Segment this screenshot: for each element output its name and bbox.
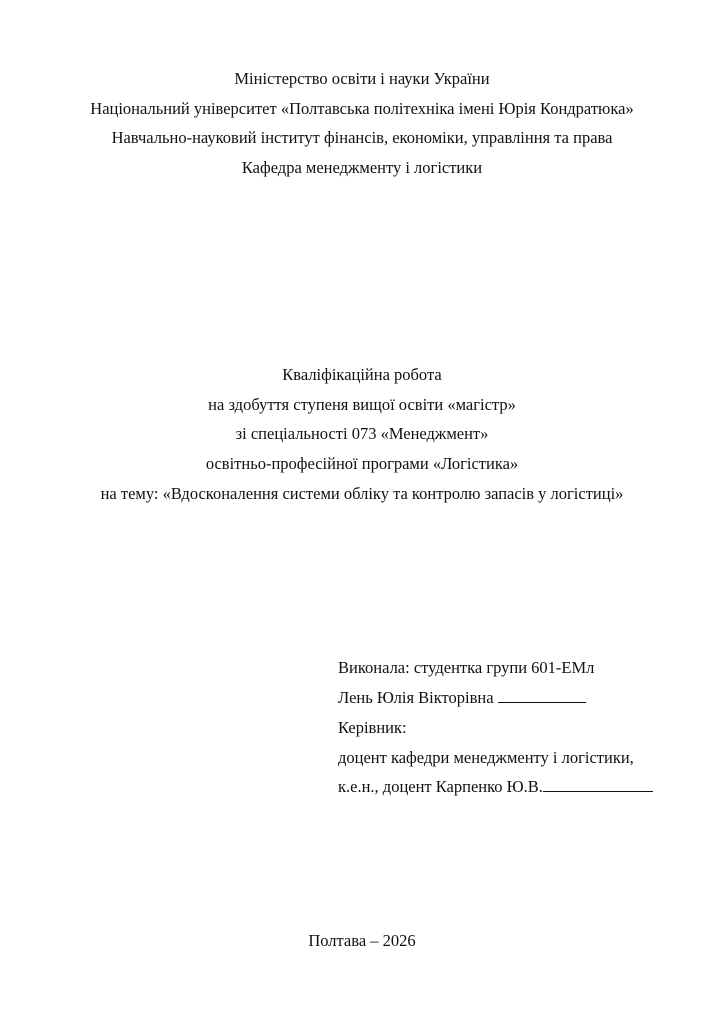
city-year-line: Полтава – 2026 (308, 931, 416, 950)
supervisor-name-line (338, 777, 653, 797)
supervisor-label-line: Керівник: (338, 718, 407, 737)
performed-by-line: Виконала: студентка групи 601-ЕМл (338, 658, 595, 677)
student-signature-blank (498, 688, 586, 703)
department-line: Кафедра менеджменту і логістики (241, 158, 483, 177)
program-line: освітньо-професійної програми «Логістика» (205, 454, 519, 473)
degree-line: на здобуття ступеня вищої освіти «магістр» (208, 395, 516, 414)
student-name: Лень Юлія Вікторівна (338, 688, 498, 707)
topic-line: на тему: «Вдосконалення системи обліку та контролю запасів у логістиці» (100, 484, 624, 503)
supervisor-name: к.е.н., доцент Карпенко Ю.В. (338, 777, 543, 796)
specialty-line: зі спеціальності 073 «Менеджмент» (235, 424, 489, 443)
student-name-line (338, 688, 586, 708)
institute-line: Навчально-науковий інститут фінансів, економіки, управління та права (111, 128, 613, 147)
supervisor-signature-blank (543, 777, 653, 792)
work-type-line: Кваліфікаційна робота (282, 365, 442, 384)
university-line: Національний університет «Полтавська політехніка імені Юрія Кондратюка» (90, 99, 634, 118)
supervisor-position-line: доцент кафедри менеджменту і логістики, (338, 748, 634, 767)
ministry-line: Міністерство освіти і науки України (234, 69, 490, 88)
